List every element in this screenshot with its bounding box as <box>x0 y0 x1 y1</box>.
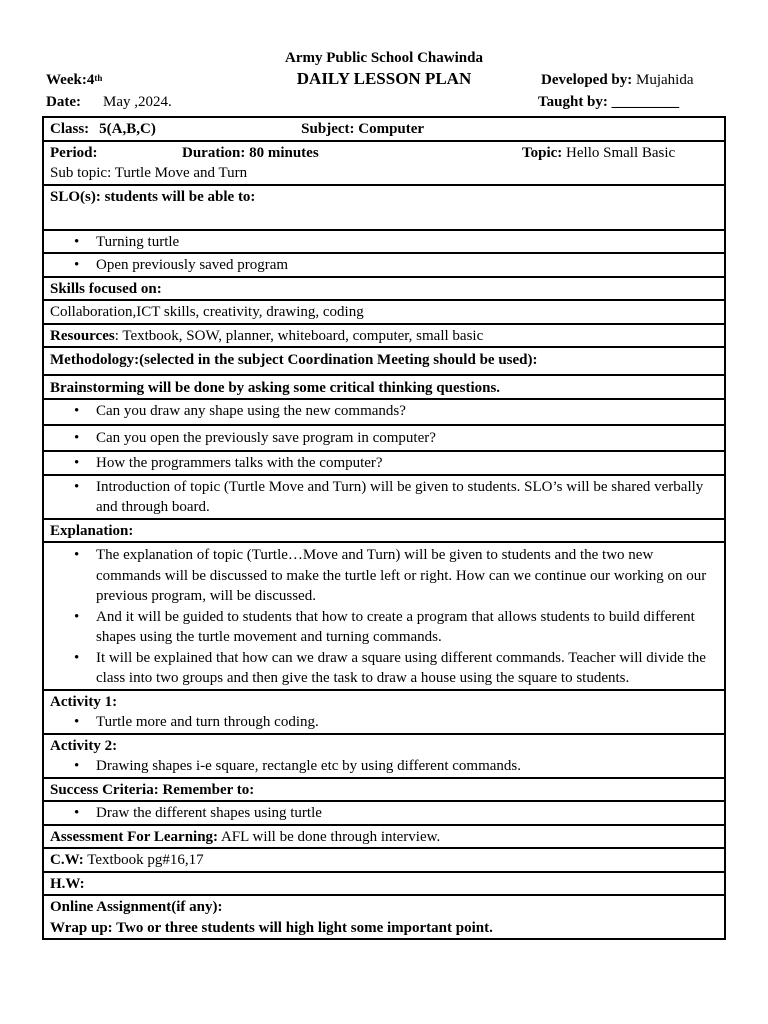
question-item <box>44 452 724 476</box>
activity1-heading: Activity 1: <box>50 693 118 710</box>
online-assignment: Online Assignment(if any): <box>50 899 223 915</box>
list-item: • And it will be guided to students that how to create a program that allows students to build different shapes using the turtle movement and turning commands. <box>96 607 718 648</box>
taught-by <box>538 93 679 111</box>
question-item <box>44 476 724 520</box>
slo-heading: SLO(s): students will be able to: <box>44 186 724 231</box>
topic-value: Hello Small Basic <box>562 144 676 161</box>
date-value: May ,2024. <box>102 94 172 110</box>
developed-by <box>541 71 694 89</box>
list-item: • Introduction of topic (Turtle Move and Turn) will be given to students. SLO’s will be shared verbally and through board. <box>96 477 718 518</box>
week-label <box>46 71 102 89</box>
week-text: Week:4 <box>46 72 95 88</box>
list-item: • Turtle more and turn through coding. <box>96 712 718 733</box>
cw-value: Textbook pg#16,17 <box>83 852 204 868</box>
list-item: • Can you open the previously save program in computer? <box>96 428 718 449</box>
list-item: • Drawing shapes i-e square, rectangle etc by using different commands. <box>96 756 718 777</box>
success-item <box>44 802 724 826</box>
skills-value: Collaboration,ICT skills, creativity, drawing, coding <box>44 301 724 325</box>
resources-row <box>44 325 724 349</box>
taught-value: _________ <box>607 94 680 110</box>
list-item: • How the programmers talks with the computer? <box>96 453 718 474</box>
explanation-heading: Explanation: <box>44 520 724 544</box>
wrap-up: Wrap up: Two or three students will high light some important point. <box>50 919 493 936</box>
week-superscript: th <box>94 73 103 83</box>
hw-row: H.W: <box>44 873 724 897</box>
duration: Duration: 80 minutes <box>182 144 319 161</box>
document-title: DAILY LESSON PLAN <box>296 69 472 88</box>
school-name: Army Public School Chawinda <box>285 50 483 66</box>
taught-label: Taught by: <box>538 94 608 110</box>
class-value: 5(A,B,C) <box>99 121 156 137</box>
developed-label: Developed by: <box>541 72 633 88</box>
resources-value: : Textbook, SOW, planner, whiteboard, computer, small basic <box>114 327 484 344</box>
question-item <box>44 400 724 426</box>
activity2 <box>44 735 724 779</box>
list-item: • The explanation of topic (Turtle…Move and Turn) will be given to students and the two new commands will be discussed to make the turtle left or right. How can we continue our working on our previous program, will be discussed. <box>96 545 718 607</box>
period: Period: <box>50 144 98 161</box>
cw-row <box>44 849 724 873</box>
activity1 <box>44 691 724 735</box>
list-item: • Open previously saved program <box>96 255 718 276</box>
subtopic: Sub topic: Turtle Move and Turn <box>50 165 248 181</box>
class-label: Class: <box>50 121 90 137</box>
class-row <box>44 118 724 142</box>
brainstorm: Brainstorming will be done by asking some critical thinking questions. <box>44 376 724 401</box>
topic-label: Topic: <box>522 144 563 161</box>
list-item: • Draw the different shapes using turtle <box>96 803 718 824</box>
afl-row <box>44 826 724 850</box>
subject: Subject: Computer <box>301 121 425 137</box>
afl-label: Assessment For Learning: <box>50 828 219 845</box>
developed-value: Mujahida <box>632 72 694 88</box>
activity2-heading: Activity 2: <box>50 737 118 754</box>
date-line <box>46 93 172 111</box>
question-item <box>44 426 724 453</box>
online-wrapup-row <box>44 896 724 938</box>
list-item: • It will be explained that how can we draw a square using different commands. Teacher will divide the class into two groups and then give the task to draw a house using the square to students. <box>96 648 718 689</box>
slo-item <box>44 254 724 278</box>
list-item: • Turning turtle <box>96 232 718 253</box>
methodology: Methodology:(selected in the subject Coordination Meeting should be used): <box>44 348 724 376</box>
explanation-list <box>44 543 724 691</box>
period-row <box>44 142 724 186</box>
date-label: Date: <box>46 94 81 110</box>
success-heading: Success Criteria: Remember to: <box>44 779 724 803</box>
list-item: • Can you draw any shape using the new commands? <box>96 401 718 422</box>
slo-item <box>44 231 724 255</box>
cw-label: C.W: <box>50 852 84 868</box>
skills-heading: Skills focused on: <box>44 278 724 302</box>
resources-label: Resources <box>50 327 115 344</box>
afl-value: AFL will be done through interview. <box>218 828 441 845</box>
lesson-plan-table <box>42 116 726 940</box>
